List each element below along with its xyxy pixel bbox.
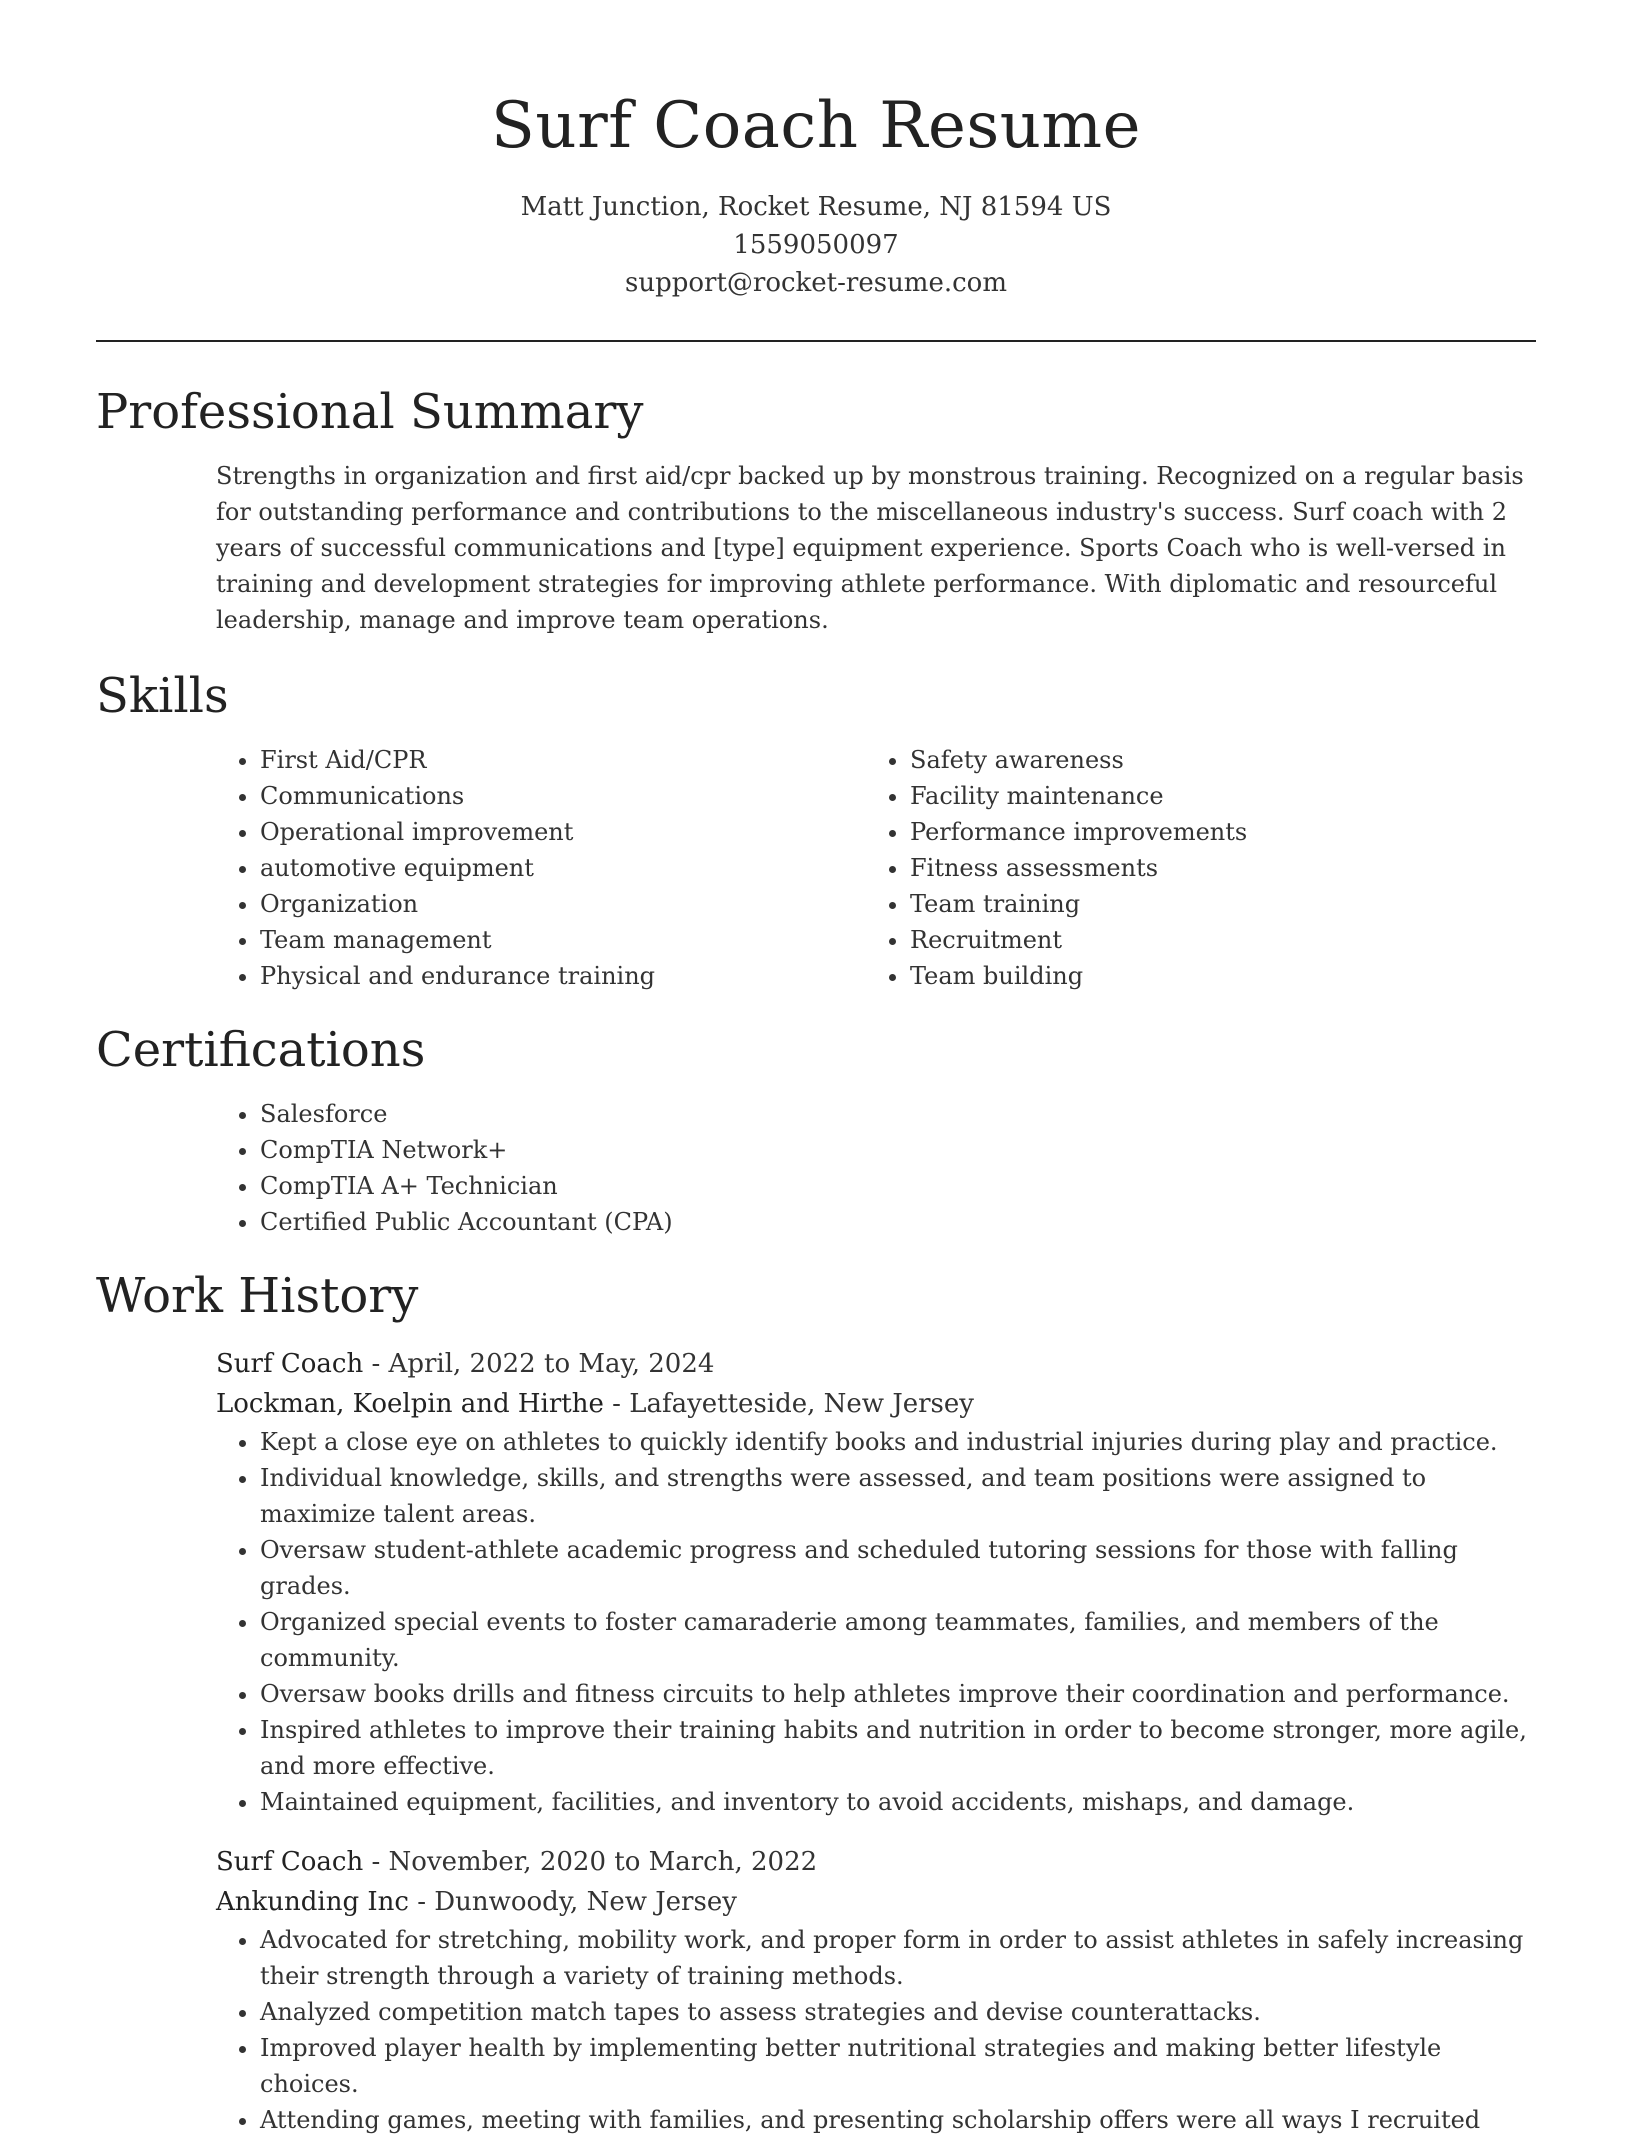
work-history-section: [216, 1344, 1536, 2138]
skill-item: • Operational improvement: [260, 814, 866, 850]
job-title: Surf Coach: [216, 1847, 364, 1877]
contact-email: support@rocket-resume.com: [624, 268, 1007, 298]
skill-item: • Performance improvements: [910, 814, 1516, 850]
skills-grid: [216, 742, 1536, 994]
skills-column-right: [866, 742, 1516, 994]
job-entry: [216, 1842, 1536, 2138]
contact-address: Matt Junction, Rocket Resume, NJ 81594 US: [520, 192, 1112, 222]
job-title-line: [216, 1344, 1536, 1384]
skill-item: • automotive equipment: [260, 850, 866, 886]
certification-item: • Salesforce: [260, 1096, 1536, 1132]
job-bullet: • Maintained equipment, facilities, and inventory to avoid accidents, mishaps, and damage.: [260, 1784, 1536, 1820]
job-bullet: • Advocated for stretching, mobility work, and proper form in order to assist athletes in safely increasing their strength through a variety of training methods.: [260, 1922, 1536, 1994]
job-company: Ankunding Inc: [216, 1887, 409, 1917]
skills-list-right: [866, 742, 1516, 994]
summary-section: [216, 458, 1536, 638]
certification-item: • CompTIA Network+: [260, 1132, 1536, 1168]
skill-item: • Facility maintenance: [910, 778, 1516, 814]
job-bullet: • Individual knowledge, skills, and strengths were assessed, and team positions were assigned to maximize talent areas.: [260, 1460, 1536, 1532]
skill-item: • Safety awareness: [910, 742, 1516, 778]
job-bullet: • Improved player health by implementing better nutritional strategies and making better lifestyle choices.: [260, 2030, 1536, 2102]
job-dates: - April, 2022 to May, 2024: [363, 1349, 715, 1379]
resume-page: [96, 0, 1536, 2138]
job-responsibilities: [216, 1922, 1536, 2138]
job-company-line: [216, 1384, 1536, 1424]
job-location: - Lafayetteside, New Jersey: [603, 1389, 974, 1419]
job-company: Lockman, Koelpin and Hirthe: [216, 1389, 604, 1419]
skill-item: • Team building: [910, 958, 1516, 994]
skills-column-left: [216, 742, 866, 994]
job-bullet: • Attending games, meeting with families, and presenting scholarship offers were all ways I recruited: [260, 2102, 1536, 2138]
resume-header: [96, 0, 1536, 302]
certification-item: • Certified Public Accountant (CPA): [260, 1204, 1536, 1240]
job-bullet: • Oversaw books drills and fitness circuits to help athletes improve their coordination and performance.: [260, 1676, 1536, 1712]
skill-item: • Recruitment: [910, 922, 1516, 958]
contact-phone: 1559050097: [733, 230, 899, 260]
job-location: - Dunwoody, New Jersey: [408, 1887, 737, 1917]
skill-item: • Team training: [910, 886, 1516, 922]
certification-item: • CompTIA A+ Technician: [260, 1168, 1536, 1204]
skill-item: • Communications: [260, 778, 866, 814]
job-entry: [216, 1344, 1536, 1820]
work-history-heading: Work History: [96, 1268, 419, 1324]
job-bullet: • Organized special events to foster camaraderie among teammates, families, and members of the community.: [260, 1604, 1536, 1676]
skill-item: • First Aid/CPR: [260, 742, 866, 778]
skill-item: • Team management: [260, 922, 866, 958]
summary-text: Strengths in organization and first aid/cpr backed up by monstrous training. Recognized on a regular basis for outstanding performance and contributions to the miscellaneous industry's success. Surf coach with 2 years of successful communications and [type] equipment experience. Sports Coach who is well-versed in training and development strategies for improving athlete performance. With diplomatic and resourceful leadership, manage and improve team operations.: [216, 462, 1524, 634]
job-title: Surf Coach: [216, 1349, 364, 1379]
skill-item: • Fitness assessments: [910, 850, 1516, 886]
summary-heading: Professional Summary: [96, 384, 644, 440]
job-dates: - November, 2020 to March, 2022: [363, 1847, 818, 1877]
job-bullet: • Analyzed competition match tapes to assess strategies and devise counterattacks.: [260, 1994, 1536, 2030]
skills-heading: Skills: [96, 668, 229, 724]
contact-block: [96, 188, 1536, 302]
skills-list-left: [216, 742, 866, 994]
job-bullet: • Inspired athletes to improve their training habits and nutrition in order to become stronger, more agile, and more effective.: [260, 1712, 1536, 1784]
certifications-section: [216, 1096, 1536, 1240]
job-responsibilities: [216, 1424, 1536, 1820]
job-company-line: [216, 1882, 1536, 1922]
header-divider: [96, 340, 1536, 342]
resume-title: Surf Coach Resume: [491, 89, 1141, 163]
skill-item: • Physical and endurance training: [260, 958, 866, 994]
job-title-line: [216, 1842, 1536, 1882]
certifications-heading: Certifications: [96, 1022, 426, 1078]
skills-section: [216, 742, 1536, 994]
skill-item: • Organization: [260, 886, 866, 922]
job-bullet: • Kept a close eye on athletes to quickly identify books and industrial injuries during play and practice.: [260, 1424, 1536, 1460]
job-bullet: • Oversaw student-athlete academic progress and scheduled tutoring sessions for those with falling grades.: [260, 1532, 1536, 1604]
certifications-list: [216, 1096, 1536, 1240]
